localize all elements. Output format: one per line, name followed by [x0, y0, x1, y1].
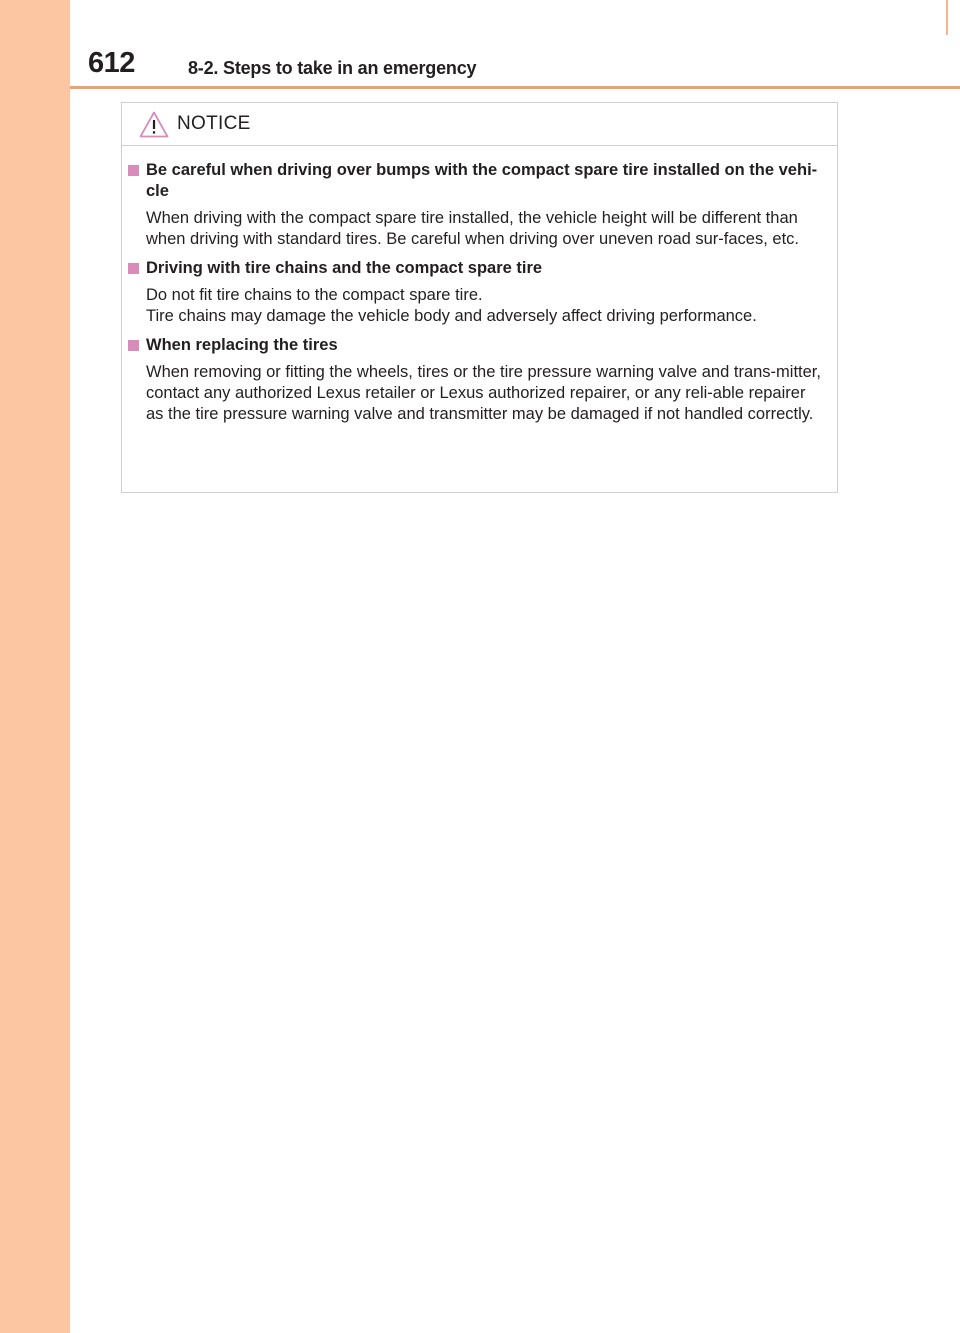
- notice-item-body: Do not fit tire chains to the compact spare tire. Tire chains may damage the vehicle body and adversely affect driving performance.: [146, 286, 757, 325]
- notice-item: [122, 335, 837, 425]
- notice-item-body: When removing or fitting the wheels, tires or the tire pressure warning valve and trans-mitter, contact any authorized Lexus retailer or Lexus authorized repairer, or any reli-able repairer as the tire pressure warning valve and transmitter may be damaged if not handled correctly.: [146, 363, 821, 423]
- notice-item: [122, 258, 837, 327]
- header-rule: [70, 86, 960, 89]
- square-bullet-icon: [128, 165, 139, 176]
- warning-triangle-icon: [139, 111, 169, 138]
- square-bullet-icon: [128, 340, 139, 351]
- notice-items: [122, 160, 837, 425]
- notice-title: NOTICE: [177, 113, 251, 134]
- notice-item: [122, 160, 837, 250]
- section-title: 8-2. Steps to take in an emergency: [188, 58, 477, 78]
- notice-item-body: When driving with the compact spare tire installed, the vehicle height will be different than when driving with standard tires. Be careful when driving over uneven road sur-faces, etc.: [146, 209, 799, 248]
- page-number: 612: [88, 47, 135, 79]
- notice-item-heading-text: Be careful when driving over bumps with the compact spare tire installed on the vehi- cle: [146, 161, 818, 200]
- notice-header: [122, 103, 837, 146]
- square-bullet-icon: [128, 263, 139, 274]
- notice-item-heading: [146, 335, 827, 356]
- notice-item-heading: [146, 258, 827, 279]
- side-band: [0, 0, 70, 1333]
- header-tab-marker: [946, 0, 948, 35]
- notice-box: [121, 102, 838, 493]
- notice-item-heading-text: Driving with tire chains and the compact spare tire: [146, 259, 543, 277]
- notice-item-heading-text: When replacing the tires: [146, 336, 338, 354]
- notice-item-heading: [146, 160, 827, 202]
